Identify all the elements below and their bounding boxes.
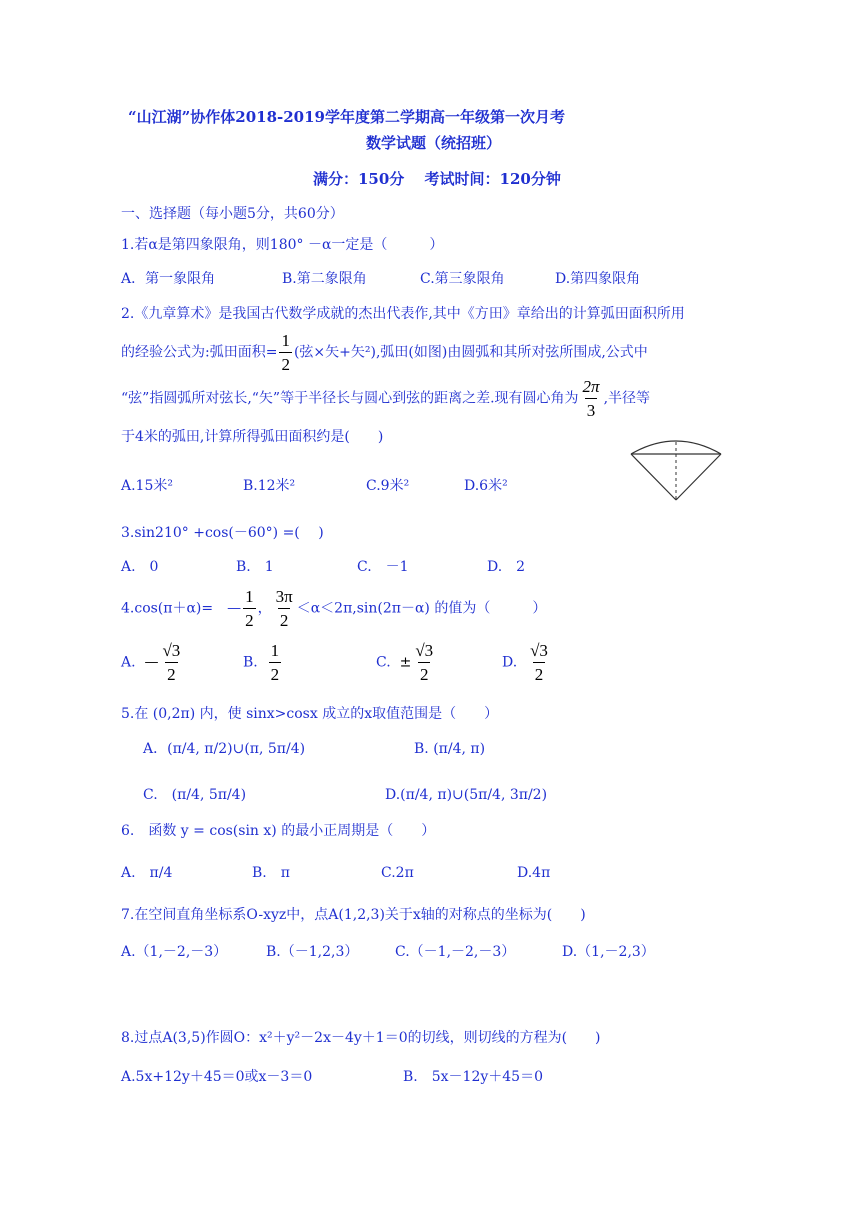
question-2-line-4: 于4米的弧田,计算所得弧田面积约是( ) bbox=[121, 429, 384, 445]
question-2-line-1: 2.《九章算术》是我国古代数学成就的杰出代表作,其中《方田》章给出的计算弧田面积所用 bbox=[121, 306, 685, 322]
q4-fraction-half bbox=[243, 588, 256, 629]
q2-formula-text-a: 的经验公式为:弧田面积= bbox=[121, 344, 278, 361]
q2-option-d: D.6米² bbox=[464, 478, 508, 494]
q6-option-b: B. π bbox=[252, 865, 290, 881]
question-3-stem: 3.sin210° +cos(－60°) =( ) bbox=[121, 525, 324, 541]
q1-option-c: C.第三象限角 bbox=[420, 271, 505, 287]
q4-f2-num: 3π bbox=[275, 587, 293, 606]
q2-fraction-angle bbox=[581, 378, 602, 419]
exam-subtitle: 数学试题（统招班） bbox=[366, 134, 502, 152]
question-4-stem: 4.cos(π＋α)= — $\frac{1}{2}$ ， $\frac{3\pi}{2}$ ＜α＜2π,sin(2π－α) 的值为（ ） bbox=[121, 587, 547, 630]
exam-title: “山江湖”协作体2018-2019学年度第二学期高一年级第一次月考 bbox=[128, 108, 565, 126]
section-heading: 一、选择题（每小题5分，共60分） bbox=[121, 206, 344, 222]
q4-f1-num: 1 bbox=[245, 587, 254, 606]
q5-option-a: A．(π/4, π/2)∪(π, 5π/4) bbox=[143, 741, 306, 757]
q5-option-b: B. (π/4, π) bbox=[414, 741, 486, 757]
q4-f2-den: 2 bbox=[278, 608, 291, 629]
q6-option-a: A. π/4 bbox=[121, 865, 173, 881]
q2-option-c: C.9米² bbox=[366, 478, 410, 494]
q3-option-b: B. 1 bbox=[236, 559, 274, 575]
arc-field-figure bbox=[626, 434, 726, 506]
q4-option-a: A. — $\frac{√3}{2}$ bbox=[121, 641, 181, 684]
q2-fraction-half bbox=[279, 332, 292, 373]
q1-option-d: D.第四象限角 bbox=[555, 271, 641, 287]
q8-option-a: A.5x+12y＋45＝0或x－3＝0 bbox=[121, 1069, 313, 1085]
q4-option-d: D. $\frac{√3}{2}$ bbox=[502, 641, 548, 684]
q3-option-c: C. －1 bbox=[357, 559, 409, 575]
q5-option-c: C. (π/4, 5π/4) bbox=[143, 787, 247, 803]
figure-radius-left bbox=[631, 454, 676, 500]
q2-frac1-den: 2 bbox=[279, 352, 292, 373]
q1-option-a: A．第一象限角 bbox=[121, 271, 216, 287]
q3-option-d: D. 2 bbox=[487, 559, 526, 575]
score-info: 满分：150分 考试时间：120分钟 bbox=[313, 170, 561, 188]
q4-option-b: B. $\frac{1}{2}$ bbox=[243, 641, 280, 684]
q2-option-b: B.12米² bbox=[243, 478, 296, 494]
q7-option-d: D.（1,－2,3） bbox=[562, 944, 655, 960]
question-7-stem: 7.在空间直角坐标系O-xyz中，点A(1,2,3)关于x轴的对称点的坐标为( ) bbox=[121, 907, 586, 923]
q7-option-c: C.（－1,－2,－3） bbox=[395, 944, 516, 960]
q2-formula-text-b: (弦×矢+矢²),弧田(如图)由圆弧和其所对弦所围成,公式中 bbox=[293, 344, 648, 361]
question-1-stem: 1.若α是第四象限角，则180° －α一定是（ ） bbox=[121, 237, 444, 253]
q4-fraction-3pi-2 bbox=[274, 588, 295, 629]
q2-frac2-den: 3 bbox=[585, 398, 598, 419]
q5-option-d: D.(π/4, π)∪(5π/4, 3π/2) bbox=[385, 787, 548, 803]
q2-line3-text-b: ,半径等 bbox=[603, 390, 651, 407]
question-2-line-3 bbox=[121, 378, 650, 419]
q6-option-c: C.2π bbox=[381, 865, 414, 881]
q4-text-a: 4.cos(π＋α)= — bbox=[121, 600, 242, 617]
q6-option-d: D.4π bbox=[517, 865, 551, 881]
q8-option-b: B. 5x－12y＋45＝0 bbox=[403, 1069, 543, 1085]
q2-option-a: A.15米² bbox=[121, 478, 173, 494]
question-8-stem: 8.过点A(3,5)作圆O：x²＋y²－2x－4y＋1＝0的切线，则切线的方程为( ) bbox=[121, 1030, 601, 1046]
q4-option-c: C. ± $\frac{√3}{2}$ bbox=[376, 641, 434, 684]
q2-frac2-num: 2π bbox=[582, 377, 600, 396]
q2-frac1-num: 1 bbox=[281, 331, 290, 350]
q7-option-a: A.（1,－2,－3） bbox=[121, 944, 228, 960]
q3-option-a: A. 0 bbox=[121, 559, 159, 575]
q4-text-b: ＜α＜2π,sin(2π－α) 的值为（ ） bbox=[296, 600, 547, 617]
q7-option-b: B.（－1,2,3） bbox=[266, 944, 359, 960]
q1-option-b: B.第二象限角 bbox=[282, 271, 367, 287]
q4-f1-den: 2 bbox=[243, 608, 256, 629]
question-2-line-2 bbox=[121, 332, 648, 373]
figure-radius-right bbox=[676, 454, 721, 500]
question-5-stem: 5.在 (0,2π) 内，使 sinx>cosx 成立的x取值范围是（ ） bbox=[121, 706, 499, 722]
q2-line3-text-a: “弦”指圆弧所对弦长,“矢”等于半径长与圆心到弦的距离之差.现有圆心角为 bbox=[121, 390, 579, 407]
question-6-stem: 6. 函数 y = cos(sin x) 的最小正周期是（ ） bbox=[121, 823, 436, 839]
